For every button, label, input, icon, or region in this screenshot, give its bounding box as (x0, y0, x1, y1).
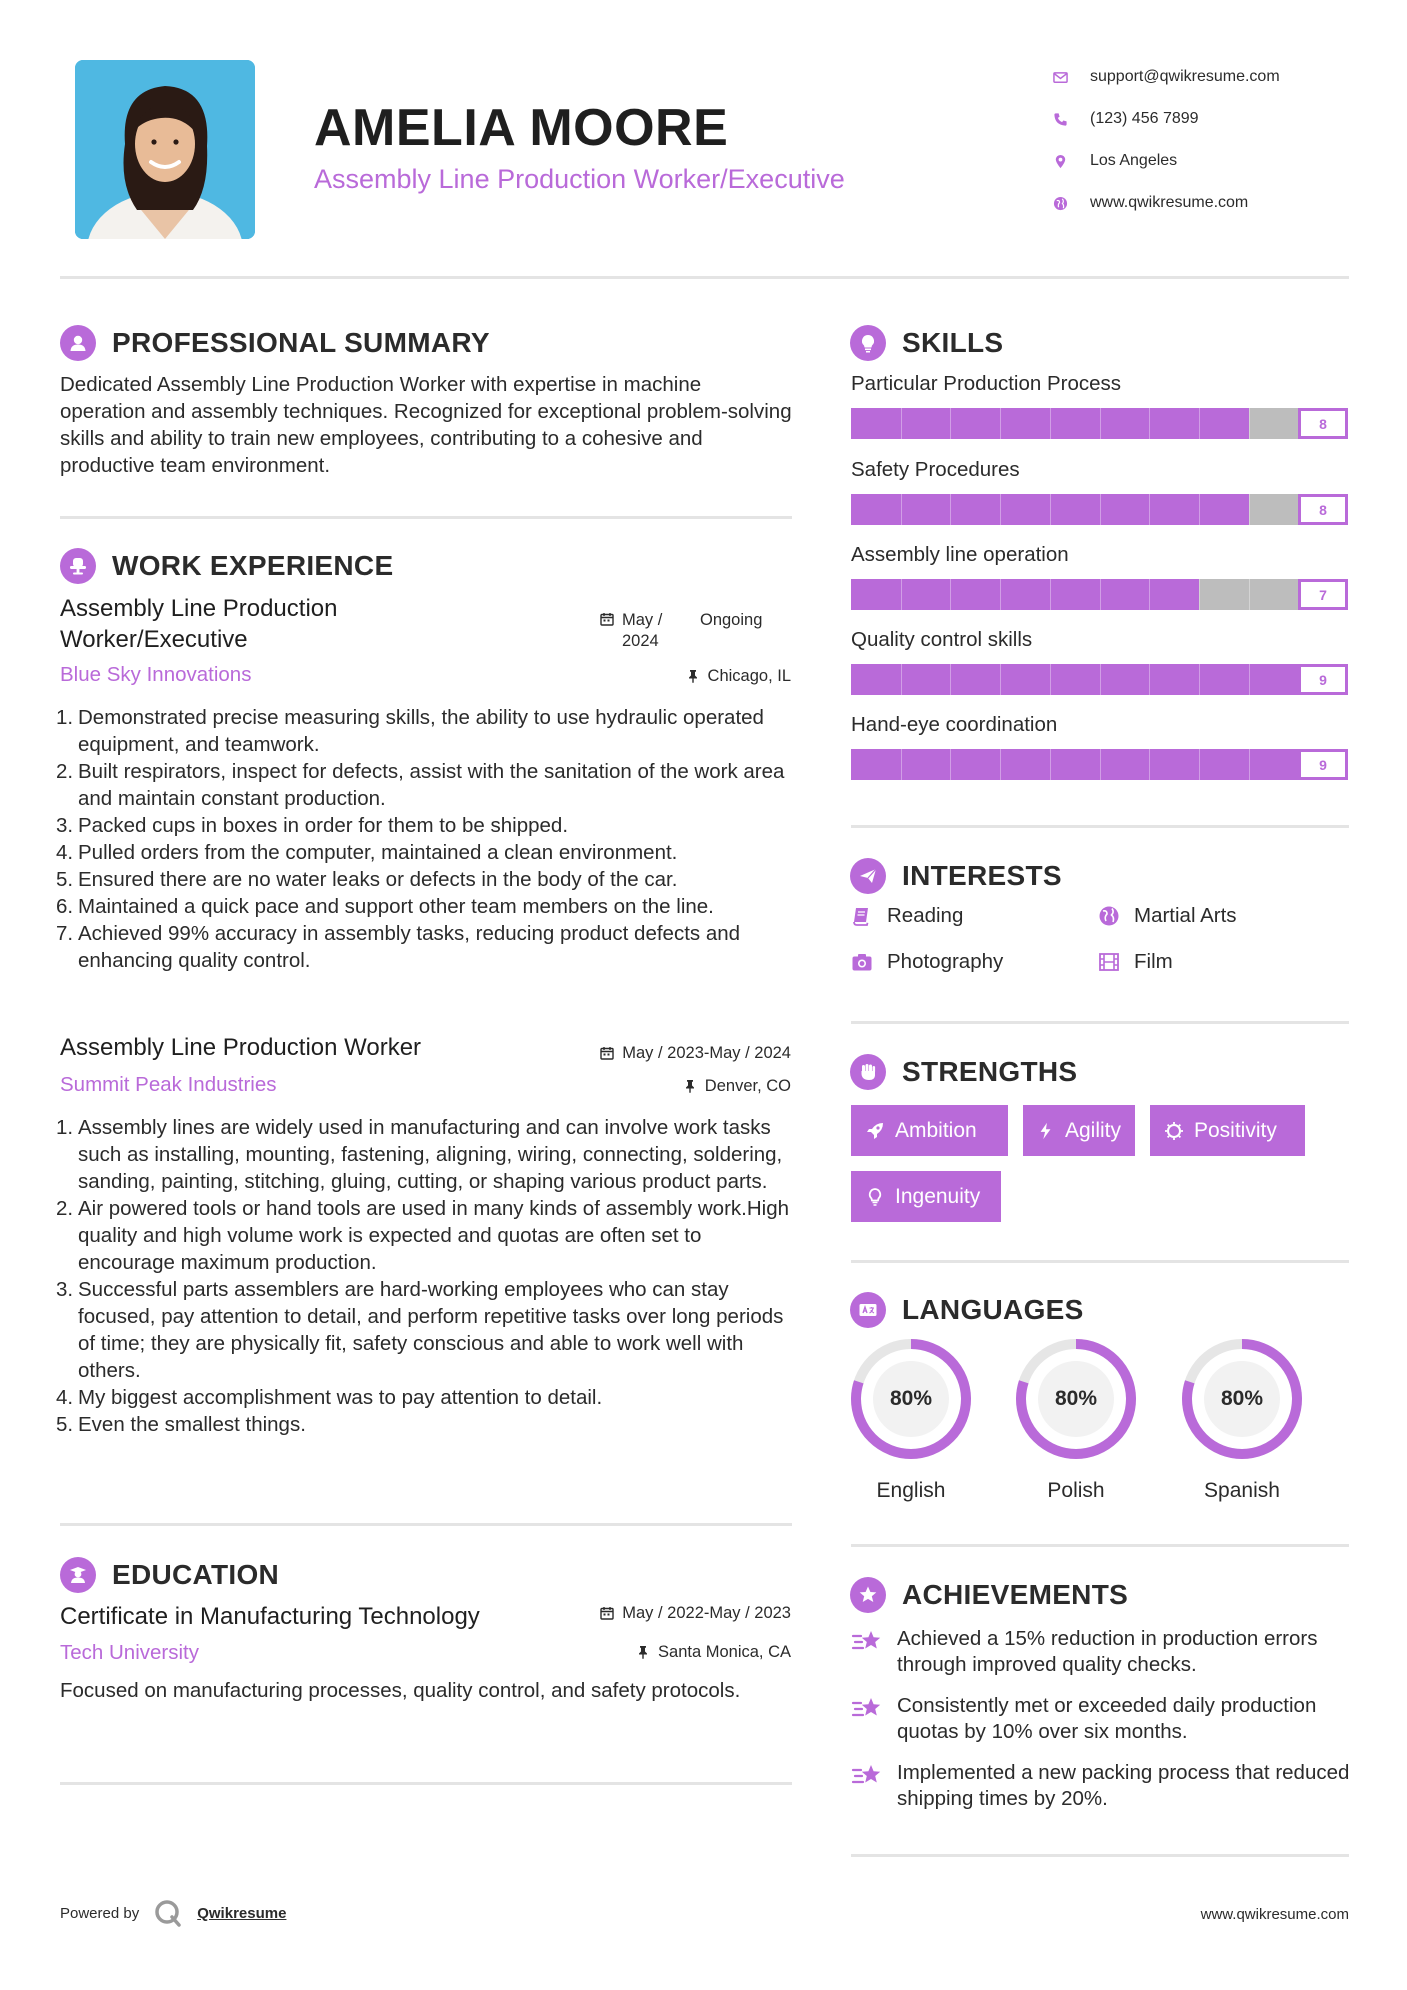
list-item: 1. Demonstrated precise measuring skills, the ability to use hydraulic operated equipment, and teamwork. (56, 706, 764, 756)
strength-chip-ingenuity (851, 1171, 1001, 1222)
list-item: 3. Successful parts assemblers are hard-working employees who can stay focused, pay attention to detail, and perform repetitive tasks over long periods of time; they are physically fit, safety conscious and able to work well with others. (56, 1278, 784, 1382)
list-item: 5. Ensured there are no water leaks or defects in the body of the car. (56, 868, 678, 891)
qwikresume-logo-icon (153, 1898, 183, 1928)
list-item: 4. Pulled orders from the computer, maintained a clean environment. (56, 841, 678, 864)
skill-bar-segment (901, 408, 902, 439)
skill-bar-segment (1199, 579, 1200, 610)
strength-label: Agility (1064, 1118, 1121, 1142)
interest-photography (851, 950, 1003, 974)
achievement-text: Achieved a 15% reduction in production errors through improved quality checks. (897, 1627, 1318, 1676)
job-1-date-end: Ongoing (700, 611, 763, 629)
powered-by-label: Powered by (60, 1904, 140, 1922)
interests-section-header (850, 858, 1062, 894)
interest-film (1098, 950, 1173, 974)
job-1-title: Assembly Line Production Worker/Executive (60, 595, 338, 653)
list-item: 5. Even the smallest things. (56, 1413, 306, 1436)
contact-email[interactable] (1052, 56, 1280, 98)
language-name: English (876, 1479, 946, 1502)
skills-title: SKILLS (902, 327, 1004, 358)
shooting-star-icon (851, 1628, 883, 1658)
skill-bar-segment (1149, 749, 1150, 780)
contact-phone[interactable] (1052, 98, 1280, 140)
job-1-company: Blue Sky Innovations (60, 663, 252, 686)
strength-label: Ambition (895, 1118, 977, 1142)
skill-bar-segment (901, 664, 902, 695)
calendar-icon (600, 1606, 614, 1620)
job-2-date (600, 1044, 791, 1063)
camera-icon (851, 951, 873, 973)
contact-location-text: Los Angeles (1090, 152, 1178, 169)
education-description: Focused on manufacturing processes, quality control, and safety protocols. (60, 1679, 741, 1702)
language-percent: 80% (889, 1387, 933, 1410)
summary-title: PROFESSIONAL SUMMARY (112, 327, 490, 358)
skill-bar-segment (1100, 664, 1101, 695)
skill-bar-segment (1249, 664, 1250, 695)
achievement-item (851, 1760, 1351, 1812)
interest-label: Photography (887, 950, 1004, 973)
skill-bar-segment (1149, 579, 1150, 610)
lightbulb-icon (850, 325, 886, 361)
skill-bar-fill (851, 664, 1298, 695)
skill-bar-segment (1249, 579, 1250, 610)
skill-label: Quality control skills (851, 628, 1033, 651)
skill-bar-segment (1249, 408, 1250, 439)
job-2-location (683, 1077, 791, 1096)
skill-bar-segment (950, 494, 951, 525)
strengths-title: STRENGTHS (902, 1056, 1078, 1087)
skill-bar-segment (1000, 494, 1001, 525)
skill-bar (851, 579, 1348, 610)
list-item: 1. Assembly lines are widely used in manufacturing and can involve work tasks such as installing, mounting, fastening, aligning, wiring, connecting, soldering, sanding, painting, stitching, gluing, cutting, or shaping various product parts. (56, 1116, 783, 1193)
contact-website[interactable] (1052, 182, 1280, 224)
skill-bar-segment (1149, 408, 1150, 439)
skills-section-header (850, 325, 1003, 361)
language-english (849, 1337, 973, 1503)
skill-label: Safety Procedures (851, 458, 1020, 481)
lightbulb-icon (865, 1187, 885, 1207)
contact-phone-text: (123) 456 7899 (1090, 110, 1199, 127)
interest-label: Film (1134, 950, 1173, 973)
achievements-title: ACHIEVEMENTS (902, 1579, 1129, 1610)
skill-score: 7 (1298, 579, 1348, 610)
shooting-star-icon (851, 1762, 883, 1792)
skill-bar-segment (950, 749, 951, 780)
education-date-text: May / 2022-May / 2023 (622, 1604, 791, 1622)
skill-bar-segment (1149, 664, 1150, 695)
job-1-date-start: May / 2024 (622, 611, 663, 650)
strengths-section-header (850, 1054, 1077, 1090)
skill-bar-segment (901, 579, 902, 610)
map-pin-icon (1052, 153, 1068, 169)
language-polish (1014, 1337, 1138, 1503)
contact-list (1052, 56, 1280, 224)
thumbtack-icon (686, 669, 700, 683)
calendar-icon (600, 1046, 614, 1060)
skill-bar-segment (950, 579, 951, 610)
skill-bar-segment (1000, 579, 1001, 610)
interest-label: Reading (887, 904, 964, 927)
achievements-divider (851, 1854, 1349, 1857)
skill-bar-segment (1249, 494, 1250, 525)
interests-divider (851, 1021, 1349, 1024)
skill-bar-segment (901, 494, 902, 525)
skill-bar-fill (851, 749, 1298, 780)
languages-title: LANGUAGES (902, 1294, 1084, 1325)
skill-bar-segment (1100, 408, 1101, 439)
job-2-company: Summit Peak Industries (60, 1073, 277, 1096)
phone-icon (1052, 111, 1068, 127)
sun-icon (1164, 1121, 1184, 1141)
skill-label: Assembly line operation (851, 543, 1069, 566)
languages-divider (851, 1544, 1349, 1547)
skill-bar-segment (1100, 579, 1101, 610)
education-location (636, 1643, 791, 1662)
achievement-item (851, 1626, 1351, 1678)
strength-chip-agility (1023, 1105, 1135, 1156)
experience-title: WORK EXPERIENCE (112, 550, 394, 581)
contact-email-text: support@qwikresume.com (1090, 68, 1280, 85)
skill-bar-segment (1199, 494, 1200, 525)
fist-icon (850, 1054, 886, 1090)
shooting-star-icon (851, 1695, 883, 1725)
interest-label: Martial Arts (1134, 904, 1237, 927)
skill-bar-segment (1100, 494, 1101, 525)
strength-chip-positivity (1150, 1105, 1305, 1156)
skill-bar-segment (1050, 494, 1051, 525)
globe-icon (1052, 195, 1068, 211)
list-item: 3. Packed cups in boxes in order for them to be shipped. (56, 814, 569, 837)
achievement-text: Implemented a new packing process that reduced shipping times by 20%. (897, 1761, 1350, 1810)
education-title: EDUCATION (112, 1559, 280, 1590)
achievement-item (851, 1693, 1351, 1745)
qwikresume-link[interactable]: Qwikresume (197, 1904, 287, 1922)
contact-location (1052, 140, 1280, 182)
skill-bar-segment (1249, 749, 1250, 780)
user-icon (60, 325, 96, 361)
education-date (600, 1604, 791, 1623)
skill-bar-segment (950, 408, 951, 439)
profile-photo (75, 60, 255, 239)
footer-powered-by (60, 1898, 286, 1928)
experience-section-header (60, 548, 393, 584)
job-2-date-text: May / 2023-May / 2024 (622, 1044, 791, 1062)
candidate-name: AMELIA MOORE (314, 99, 729, 157)
list-item: 2. Built respirators, inspect for defects, assist with the sanitation of the work area and maintain constant production. (56, 760, 785, 810)
skill-bar-segment (1000, 408, 1001, 439)
job-1-location (686, 667, 791, 686)
strength-label: Ingenuity (895, 1184, 981, 1208)
interests-title: INTERESTS (902, 860, 1062, 891)
summary-section-header (60, 325, 490, 361)
education-degree: Certificate in Manufacturing Technology (60, 1603, 480, 1630)
interest-martial-arts (1098, 904, 1237, 928)
job-2-location-text: Denver, CO (704, 1077, 791, 1095)
list-item: 4. My biggest accomplishment was to pay attention to detail. (56, 1386, 603, 1409)
job-2-responsibilities (56, 1114, 795, 1438)
achievement-text: Consistently met or exceeded daily production quotas by 10% over six months. (897, 1694, 1317, 1743)
book-icon (851, 905, 873, 927)
experience-divider (60, 1523, 792, 1526)
award-star-icon (850, 1577, 886, 1613)
interest-reading (851, 904, 963, 928)
education-school: Tech University (60, 1641, 199, 1664)
skill-bar-segment (1199, 749, 1200, 780)
education-divider (60, 1782, 792, 1785)
summary-text: Dedicated Assembly Line Production Worker with expertise in machine operation and assembly techniques. Recognized for exceptional problem-solving skills and ability to train new employees, contributing to a cohesive and productive team environment. (60, 373, 792, 477)
list-item: 6. Maintained a quick pace and support other team members on the line. (56, 895, 714, 918)
calendar-icon (600, 612, 614, 626)
briefcase-icon (60, 548, 96, 584)
thumbtack-icon (636, 1645, 650, 1659)
skill-bar-fill (851, 579, 1199, 610)
skill-score: 8 (1298, 494, 1348, 525)
skill-score: 9 (1298, 664, 1348, 695)
list-item: 2. Air powered tools or hand tools are used in many kinds of assembly work.High quality and high volume work is expected and quotas are often set to encourage maximum production. (56, 1197, 790, 1274)
skill-bar-segment (1050, 749, 1051, 780)
strength-label: Positivity (1194, 1118, 1277, 1142)
skill-bar-segment (1000, 664, 1001, 695)
language-icon (850, 1292, 886, 1328)
languages-section-header (850, 1292, 1084, 1328)
strengths-divider (851, 1260, 1349, 1263)
skill-bar (851, 749, 1348, 780)
strength-chip-ambition (851, 1105, 1008, 1156)
skill-bar-segment (1050, 579, 1051, 610)
graduate-icon (60, 1557, 96, 1593)
education-section-header (60, 1557, 279, 1593)
candidate-role: Assembly Line Production Worker/Executive (314, 164, 845, 194)
envelope-icon (1052, 69, 1068, 85)
education-location-text: Santa Monica, CA (658, 1643, 791, 1661)
contact-website-text: www.qwikresume.com (1090, 194, 1249, 211)
skill-score: 8 (1298, 408, 1348, 439)
skill-label: Hand-eye coordination (851, 713, 1058, 736)
skill-bar-segment (1000, 749, 1001, 780)
language-percent: 80% (1054, 1387, 1098, 1410)
skill-bar-segment (901, 749, 902, 780)
list-item: 7. Achieved 99% accuracy in assembly tasks, reducing product defects and enhancing quality control. (56, 922, 741, 972)
footer-website-link[interactable]: www.qwikresume.com (1200, 1906, 1349, 1923)
thumbtack-icon (683, 1079, 697, 1093)
language-percent: 80% (1220, 1387, 1264, 1410)
paper-plane-icon (850, 858, 886, 894)
skill-bar-segment (1199, 408, 1200, 439)
skill-bar-segment (1100, 749, 1101, 780)
achievements-section-header (850, 1577, 1128, 1613)
skill-bar-segment (950, 664, 951, 695)
bolt-icon (1037, 1121, 1055, 1141)
language-spanish (1180, 1337, 1304, 1503)
language-name: Polish (1047, 1479, 1105, 1502)
skill-bar-segment (1050, 664, 1051, 695)
language-name: Spanish (1204, 1479, 1280, 1502)
skill-label: Particular Production Process (851, 372, 1122, 395)
summary-divider (60, 516, 792, 519)
skill-bar-segment (1050, 408, 1051, 439)
film-icon (1098, 951, 1120, 973)
rocket-icon (865, 1121, 885, 1141)
job-1-date (600, 610, 790, 652)
skill-bar (851, 664, 1348, 695)
skills-divider (851, 825, 1349, 828)
skill-bar (851, 408, 1348, 439)
skill-bar-segment (1199, 664, 1200, 695)
skill-score: 9 (1298, 749, 1348, 780)
job-1-location-text: Chicago, IL (707, 667, 791, 685)
globe-icon (1098, 905, 1120, 927)
job-2-title: Assembly Line Production Worker (60, 1034, 422, 1061)
job-1-responsibilities (56, 704, 795, 974)
skill-bar-segment (1149, 494, 1150, 525)
header-divider (60, 276, 1349, 279)
skill-bar (851, 494, 1348, 525)
